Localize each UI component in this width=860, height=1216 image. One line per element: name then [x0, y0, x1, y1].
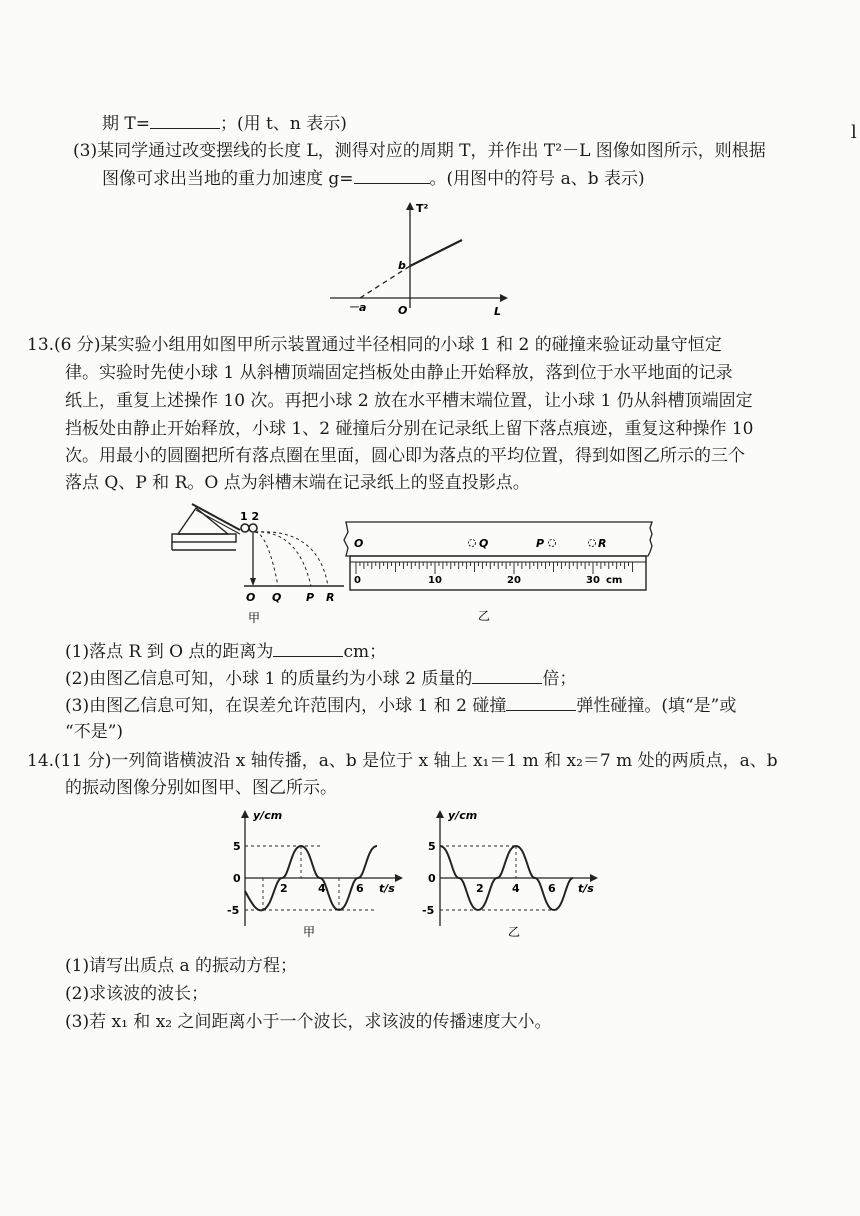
ruler-label-20: 20 — [507, 575, 521, 586]
circle-p — [549, 540, 556, 547]
y-axis-label: y/cm — [253, 809, 283, 822]
neg-a-label: －a — [348, 301, 367, 314]
chute-rail-inner — [196, 510, 240, 534]
q13-sub-3: (3)由图乙信息可知，在误差允许范围内，小球 1 和 2 碰撞 弹性碰撞。(填“是”或 — [65, 696, 737, 716]
y-axis-arrow — [406, 202, 414, 210]
caption-jia: 甲 — [248, 611, 261, 625]
t-axis-arrow — [395, 874, 403, 882]
q14-line-2: 的振动图像分别如图甲、图乙所示。 — [65, 778, 337, 798]
circle-r — [589, 540, 596, 547]
q14-line-1: 14.(11 分)一列简谐横波沿 x 轴传播，a、b 是位于 x 轴上 x₁＝1 m 和 x₂＝7 m 处的两质点，a、b — [27, 751, 778, 771]
trajectory-q — [255, 532, 278, 586]
q14-sub-3: (3)若 x₁ 和 x₂ 之间距离小于一个波长，求该波的传播速度大小。 — [65, 1012, 552, 1032]
ruler-unit: cm — [606, 575, 623, 586]
trajectory-p — [255, 532, 311, 586]
point-o: O — [246, 591, 256, 604]
x-axis-arrow — [500, 294, 508, 302]
paper-point-p: P — [536, 537, 545, 550]
x-axis-label: L — [494, 305, 502, 318]
q3-line-1: (3)某同学通过改变摆线的长度 L，测得对应的周期 T，并作出 T²－L 图像如图所示，则根据 — [73, 141, 766, 161]
ball-2 — [249, 524, 257, 532]
ruler-label-30: 30 — [586, 575, 600, 586]
t-axis-label: t/s — [578, 882, 594, 895]
t-axis-label: t/s — [379, 882, 395, 895]
paper-point-q: Q — [479, 537, 489, 550]
trajectory-r — [255, 532, 328, 586]
ball-labels: 1 2 — [240, 510, 260, 523]
q3-line-2: 图像可求出当地的重力加速度 g= 。(用图中的符号 a、b 表示) — [102, 169, 645, 189]
ruler-label-10: 10 — [428, 575, 442, 586]
t-tick-4: 4 — [318, 882, 326, 895]
origin-label: O — [398, 304, 408, 317]
caption-yi: 乙 — [508, 925, 521, 939]
paper-point-r: R — [598, 537, 607, 550]
answer-blank[interactable] — [506, 694, 576, 711]
point-q: Q — [272, 591, 282, 604]
ball-1 — [241, 524, 249, 532]
ruler-body — [350, 556, 646, 590]
paper-point-o: O — [354, 537, 364, 550]
y-axis-arrow — [436, 810, 444, 818]
point-p: P — [306, 591, 315, 604]
y-tick-neg5: -5 — [227, 904, 240, 917]
t-tick-2: 2 — [280, 882, 288, 895]
chute-rail — [192, 504, 240, 530]
vibration-graph-jia — [225, 806, 415, 941]
period-line: 期 T= ；(用 t、n 表示) — [102, 114, 347, 134]
data-line — [410, 240, 462, 266]
figure-jia-apparatus — [168, 500, 348, 630]
q13-line-2: 律。实验时先使小球 1 从斜槽顶端固定挡板处由静止开始释放，落到位于水平地面的记录 — [65, 363, 733, 383]
t-tick-4: 4 — [512, 882, 520, 895]
y-axis-arrow — [241, 810, 249, 818]
margin-mark: l — [851, 122, 857, 143]
t-tick-6: 6 — [548, 882, 556, 895]
t-axis-arrow — [590, 874, 598, 882]
q14-sub-2: (2)求该波的波长； — [65, 984, 209, 1004]
q13-line-1: 13.(6 分)某实验小组用如图甲所示装置通过半径相同的小球 1 和 2 的碰撞来验证动量守恒定 — [27, 335, 722, 355]
ruler-label-0: 0 — [354, 575, 361, 586]
circle-q — [469, 540, 476, 547]
y-tick-5: 5 — [428, 840, 436, 853]
t-tick-6: 6 — [356, 882, 364, 895]
q13-line-6: 落点 Q、P 和 R。O 点为斜槽末端在记录纸上的竖直投影点。 — [65, 473, 530, 493]
q14-sub-1: (1)请写出质点 a 的振动方程； — [65, 956, 298, 976]
t2-l-graph — [320, 198, 520, 323]
ruler-ticks — [356, 562, 633, 574]
caption-yi: 乙 — [478, 609, 491, 623]
caption-jia: 甲 — [303, 925, 316, 939]
vibration-graph-yi — [420, 806, 610, 941]
q13-sub-3-line-2: “不是”) — [65, 722, 124, 742]
y-axis-label: T² — [416, 202, 429, 215]
y-tick-0: 0 — [233, 872, 241, 885]
b-label: b — [398, 259, 406, 272]
y-axis-label: y/cm — [448, 809, 478, 822]
y-tick-neg5: -5 — [422, 904, 435, 917]
plumb-arrow — [250, 578, 256, 586]
q13-line-3: 纸上，重复上述操作 10 次。再把小球 2 放在水平槽末端位置，让小球 1 仍从斜槽顶端固定 — [65, 391, 753, 411]
q13-sub-1: (1)落点 R 到 O 点的距离为 cm； — [65, 642, 387, 662]
table-top — [172, 534, 236, 542]
figure-yi-ruler — [338, 520, 658, 630]
answer-blank[interactable] — [150, 112, 220, 129]
point-r: R — [326, 591, 335, 604]
y-tick-5: 5 — [233, 840, 241, 853]
q13-sub-2: (2)由图乙信息可知，小球 1 的质量约为小球 2 质量的 倍； — [65, 669, 577, 689]
q13-line-5: 次。用最小的圆圈把所有落点圈在里面，圆心即为落点的平均位置，得到如图乙所示的三个 — [65, 446, 745, 466]
incline — [178, 508, 228, 534]
answer-blank[interactable] — [354, 167, 430, 184]
t-tick-2: 2 — [476, 882, 484, 895]
answer-blank[interactable] — [472, 667, 542, 684]
q13-line-4: 挡板处由静止开始释放，小球 1、2 碰撞后分别在记录纸上留下落点痕迹，重复这种操作 10 — [65, 419, 754, 439]
y-tick-0: 0 — [428, 872, 436, 885]
answer-blank[interactable] — [273, 640, 343, 657]
